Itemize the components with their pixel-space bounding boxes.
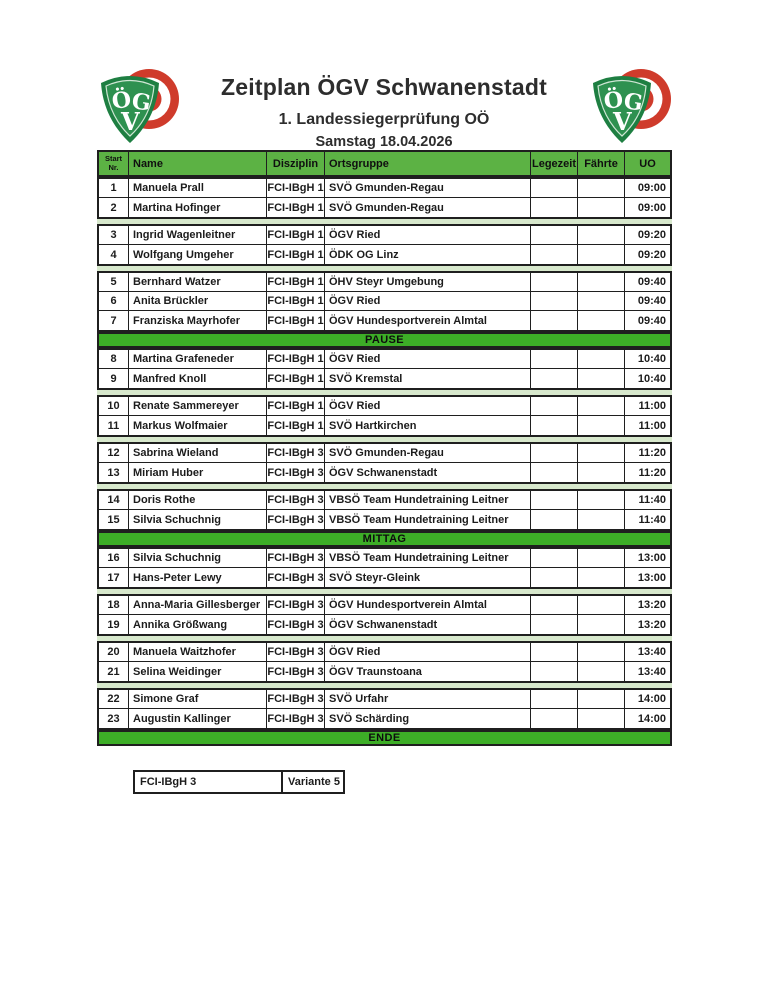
cell-name: Anita Brückler [129, 292, 267, 310]
cell-legezeit [531, 444, 578, 462]
table-row [99, 596, 670, 615]
cell-start-nr: 20 [99, 643, 129, 661]
cell-disziplin: FCI-IBgH 1 [267, 350, 325, 368]
cell-faehrte [578, 350, 625, 368]
cell-legezeit [531, 292, 578, 310]
cell-uo: 13:40 [637, 665, 666, 678]
cell-legezeit [531, 226, 578, 244]
cell-ortsgruppe: ÖGV Traunstoana [325, 662, 531, 681]
event-date: Samstag 18.04.2026 [315, 134, 453, 150]
cell-uo: 13:20 [637, 618, 666, 631]
cell-ortsgruppe: SVÖ Kremstal [325, 369, 531, 388]
cell-name: Simone Graf [129, 690, 267, 708]
table-row [99, 643, 670, 662]
row-group [97, 641, 672, 683]
cell-legezeit [531, 397, 578, 415]
schedule-table [97, 150, 672, 746]
cell-legezeit [531, 273, 578, 291]
cell-name: Manuela Waitzhofer [129, 643, 267, 661]
cell-faehrte [578, 510, 625, 529]
legend-discipline-cell: FCI-IBgH 3 [135, 772, 283, 792]
cell-legezeit [531, 350, 578, 368]
row-group [97, 688, 672, 730]
table-body [97, 177, 672, 746]
cell-start-nr: 12 [99, 444, 129, 462]
logo-monogram-letter: G [622, 88, 645, 117]
cell-ortsgruppe: ÖHV Steyr Umgebung [325, 273, 531, 291]
table-row [99, 549, 670, 568]
cell-start-nr: 4 [99, 245, 129, 264]
cell-ortsgruppe: ÖGV Ried [325, 350, 531, 368]
cell-name: Anna-Maria Gillesberger [129, 596, 267, 614]
cell-start-nr: 11 [99, 416, 129, 435]
cell-name: Hans-Peter Lewy [129, 568, 267, 587]
column-header-legezeit: Legezeit [531, 152, 578, 175]
cell-legezeit [531, 596, 578, 614]
cell-start-nr: 10 [99, 397, 129, 415]
cell-faehrte [578, 369, 625, 388]
cell-ortsgruppe: SVÖ Hartkirchen [325, 416, 531, 435]
table-row [99, 179, 670, 198]
cell-name: Augustin Kallinger [129, 709, 267, 728]
table-row [99, 690, 670, 709]
cell-name: Markus Wolfmaier [129, 416, 267, 435]
cell-uo: 14:00 [637, 693, 666, 705]
cell-start-nr: 23 [99, 709, 129, 728]
cell-disziplin: FCI-IBgH 3 [267, 568, 325, 587]
cell-name: Manuela Prall [129, 179, 267, 197]
cell-faehrte [578, 568, 625, 587]
table-row [99, 397, 670, 416]
section-band-pause: PAUSE [97, 332, 672, 348]
table-row [99, 226, 670, 245]
cell-ortsgruppe: ÖGV Hundesportverein Almtal [325, 596, 531, 614]
cell-faehrte [578, 643, 625, 661]
cell-start-nr: 22 [99, 690, 129, 708]
cell-legezeit [531, 369, 578, 388]
cell-ortsgruppe: ÖGV Hundesportverein Almtal [325, 311, 531, 330]
row-group [97, 547, 672, 589]
row-group [97, 177, 672, 219]
cell-ortsgruppe: VBSÖ Team Hundetraining Leitner [325, 510, 531, 529]
cell-legezeit [531, 179, 578, 197]
cell-disziplin: FCI-IBgH 3 [267, 444, 325, 462]
cell-uo: 09:40 [637, 295, 666, 307]
cell-faehrte [578, 596, 625, 614]
cell-disziplin: FCI-IBgH 1 [267, 198, 325, 217]
section-band-mittag: MITTAG [97, 531, 672, 547]
cell-name: Selina Weidinger [129, 662, 267, 681]
cell-start-nr: 2 [99, 198, 129, 217]
column-header-ortsgruppe: Ortsgruppe [325, 152, 531, 175]
table-row [99, 416, 670, 435]
cell-ortsgruppe: SVÖ Gmunden-Regau [325, 198, 531, 217]
cell-name: Renate Sammereyer [129, 397, 267, 415]
cell-uo: 13:40 [637, 646, 666, 658]
cell-start-nr: 21 [99, 662, 129, 681]
cell-start-nr: 3 [99, 226, 129, 244]
cell-faehrte [578, 549, 625, 567]
table-row [99, 350, 670, 369]
logo-monogram-letter: Ö [110, 86, 133, 115]
logo-monogram-letter: V [613, 107, 632, 136]
cell-uo: 13:00 [637, 552, 666, 564]
cell-uo: 13:20 [637, 599, 666, 611]
cell-start-nr: 18 [99, 596, 129, 614]
cell-name: Franziska Mayrhofer [129, 311, 267, 330]
cell-uo: 11:20 [638, 466, 666, 479]
cell-legezeit [531, 615, 578, 634]
cell-ortsgruppe: ÖGV Ried [325, 397, 531, 415]
cell-ortsgruppe: SVÖ Gmunden-Regau [325, 179, 531, 197]
cell-disziplin: FCI-IBgH 3 [267, 643, 325, 661]
cell-disziplin: FCI-IBgH 3 [267, 510, 325, 529]
table-row [99, 709, 670, 728]
cell-faehrte [578, 245, 625, 264]
row-group [97, 348, 672, 390]
cell-uo: 09:00 [637, 182, 666, 194]
cell-legezeit [531, 709, 578, 728]
cell-disziplin: FCI-IBgH 1 [267, 311, 325, 330]
cell-disziplin: FCI-IBgH 3 [267, 690, 325, 708]
cell-disziplin: FCI-IBgH 1 [267, 226, 325, 244]
cell-uo: 09:20 [637, 229, 666, 241]
row-group [97, 594, 672, 636]
row-group [97, 271, 672, 332]
cell-start-nr: 5 [99, 273, 129, 291]
cell-ortsgruppe: ÖDK OG Linz [325, 245, 531, 264]
cell-ortsgruppe: ÖGV Ried [325, 643, 531, 661]
cell-faehrte [578, 662, 625, 681]
cell-faehrte [578, 444, 625, 462]
cell-faehrte [578, 226, 625, 244]
cell-start-nr: 6 [99, 292, 129, 310]
cell-ortsgruppe: VBSÖ Team Hundetraining Leitner [325, 549, 531, 567]
column-header-start-nr [99, 152, 129, 175]
cell-start-nr: 15 [99, 510, 129, 529]
cell-disziplin: FCI-IBgH 1 [267, 369, 325, 388]
cell-ortsgruppe: ÖGV Ried [325, 226, 531, 244]
cell-disziplin: FCI-IBgH 1 [267, 397, 325, 415]
cell-uo: 14:00 [637, 712, 666, 725]
logo-monogram-letter: Ö [602, 86, 625, 115]
cell-uo: 09:40 [637, 276, 666, 288]
table-header-row [97, 150, 672, 177]
cell-legezeit [531, 245, 578, 264]
cell-uo: 11:40 [638, 494, 666, 506]
cell-legezeit [531, 643, 578, 661]
table-row [99, 662, 670, 681]
cell-faehrte [578, 416, 625, 435]
legend-table [133, 770, 345, 794]
cell-faehrte [578, 179, 625, 197]
cell-ortsgruppe: ÖGV Schwanenstadt [325, 463, 531, 482]
table-row [99, 245, 670, 264]
cell-ortsgruppe: VBSÖ Team Hundetraining Leitner [325, 491, 531, 509]
cell-start-nr: 7 [99, 311, 129, 330]
cell-legezeit [531, 568, 578, 587]
cell-faehrte [578, 463, 625, 482]
table-row [99, 510, 670, 529]
cell-legezeit [531, 198, 578, 217]
cell-legezeit [531, 510, 578, 529]
table-row [99, 444, 670, 463]
cell-name: Ingrid Wagenleitner [129, 226, 267, 244]
cell-uo: 11:00 [638, 400, 666, 412]
cell-name: Martina Hofinger [129, 198, 267, 217]
cell-faehrte [578, 198, 625, 217]
cell-disziplin: FCI-IBgH 3 [267, 662, 325, 681]
column-header-faehrte: Fährte [578, 152, 625, 175]
section-band-ende: ENDE [97, 730, 672, 746]
cell-start-nr: 19 [99, 615, 129, 634]
cell-faehrte [578, 292, 625, 310]
cell-disziplin: FCI-IBgH 3 [267, 463, 325, 482]
cell-name: Silvia Schuchnig [129, 510, 267, 529]
table-row [99, 568, 670, 587]
cell-disziplin: FCI-IBgH 1 [267, 179, 325, 197]
column-header-disziplin: Disziplin [267, 152, 325, 175]
cell-name: Sabrina Wieland [129, 444, 267, 462]
cell-disziplin: FCI-IBgH 3 [267, 491, 325, 509]
table-row [99, 369, 670, 388]
cell-start-nr: 8 [99, 350, 129, 368]
cell-name: Wolfgang Umgeher [129, 245, 267, 264]
table-row [99, 198, 670, 217]
row-group [97, 489, 672, 531]
cell-start-nr: 1 [99, 179, 129, 197]
cell-faehrte [578, 311, 625, 330]
cell-name: Annika Größwang [129, 615, 267, 634]
cell-name: Doris Rothe [129, 491, 267, 509]
cell-name: Bernhard Watzer [129, 273, 267, 291]
cell-uo: 10:40 [637, 353, 666, 365]
cell-start-nr: 16 [99, 549, 129, 567]
table-row [99, 615, 670, 634]
cell-legezeit [531, 416, 578, 435]
cell-uo: 13:00 [637, 571, 666, 584]
cell-uo: 11:40 [638, 513, 666, 526]
cell-disziplin: FCI-IBgH 1 [267, 416, 325, 435]
page-title: Zeitplan ÖGV Schwanenstadt [221, 74, 547, 100]
cell-name: Silvia Schuchnig [129, 549, 267, 567]
cell-ortsgruppe: ÖGV Ried [325, 292, 531, 310]
table-row [99, 311, 670, 330]
cell-disziplin: FCI-IBgH 1 [267, 245, 325, 264]
cell-legezeit [531, 311, 578, 330]
cell-legezeit [531, 491, 578, 509]
cell-start-nr: 14 [99, 491, 129, 509]
cell-disziplin: FCI-IBgH 1 [267, 292, 325, 310]
column-header-name: Name [129, 152, 267, 175]
table-row [99, 273, 670, 292]
cell-legezeit [531, 690, 578, 708]
cell-ortsgruppe: SVÖ Urfahr [325, 690, 531, 708]
column-header-start-line1: Start [104, 153, 123, 163]
cell-ortsgruppe: SVÖ Schärding [325, 709, 531, 728]
cell-name: Manfred Knoll [129, 369, 267, 388]
logo-monogram-letter: V [121, 107, 140, 136]
page-subtitle: 1. Landessiegerprüfung OÖ [278, 111, 490, 128]
cell-faehrte [578, 397, 625, 415]
cell-start-nr: 9 [99, 369, 129, 388]
table-row [99, 463, 670, 482]
cell-disziplin: FCI-IBgH 3 [267, 615, 325, 634]
cell-uo: 09:20 [637, 248, 666, 261]
logo-monogram-letter: G [130, 88, 153, 117]
cell-faehrte [578, 709, 625, 728]
cell-uo: 11:20 [638, 447, 666, 459]
legend-variant-cell: Variante 5 [288, 776, 340, 788]
cell-uo: 10:40 [637, 372, 666, 385]
cell-ortsgruppe: SVÖ Gmunden-Regau [325, 444, 531, 462]
cell-uo: 09:00 [637, 201, 666, 214]
cell-faehrte [578, 273, 625, 291]
cell-faehrte [578, 615, 625, 634]
row-group [97, 442, 672, 484]
table-row [99, 491, 670, 510]
cell-uo: 11:00 [638, 419, 666, 432]
table-row [99, 292, 670, 311]
cell-faehrte [578, 491, 625, 509]
row-group [97, 395, 672, 437]
cell-legezeit [531, 662, 578, 681]
cell-start-nr: 13 [99, 463, 129, 482]
cell-legezeit [531, 549, 578, 567]
column-header-start-line2: Nr. [108, 162, 119, 172]
cell-disziplin: FCI-IBgH 3 [267, 596, 325, 614]
row-group [97, 224, 672, 266]
cell-disziplin: FCI-IBgH 3 [267, 709, 325, 728]
cell-disziplin: FCI-IBgH 3 [267, 549, 325, 567]
cell-ortsgruppe: SVÖ Steyr-Gleink [325, 568, 531, 587]
cell-name: Miriam Huber [129, 463, 267, 482]
cell-start-nr: 17 [99, 568, 129, 587]
cell-disziplin: FCI-IBgH 1 [267, 273, 325, 291]
cell-faehrte [578, 690, 625, 708]
cell-name: Martina Grafeneder [129, 350, 267, 368]
document-header [0, 74, 768, 150]
column-header-uo: UO [639, 157, 656, 170]
cell-ortsgruppe: ÖGV Schwanenstadt [325, 615, 531, 634]
cell-uo: 09:40 [637, 314, 666, 327]
cell-legezeit [531, 463, 578, 482]
